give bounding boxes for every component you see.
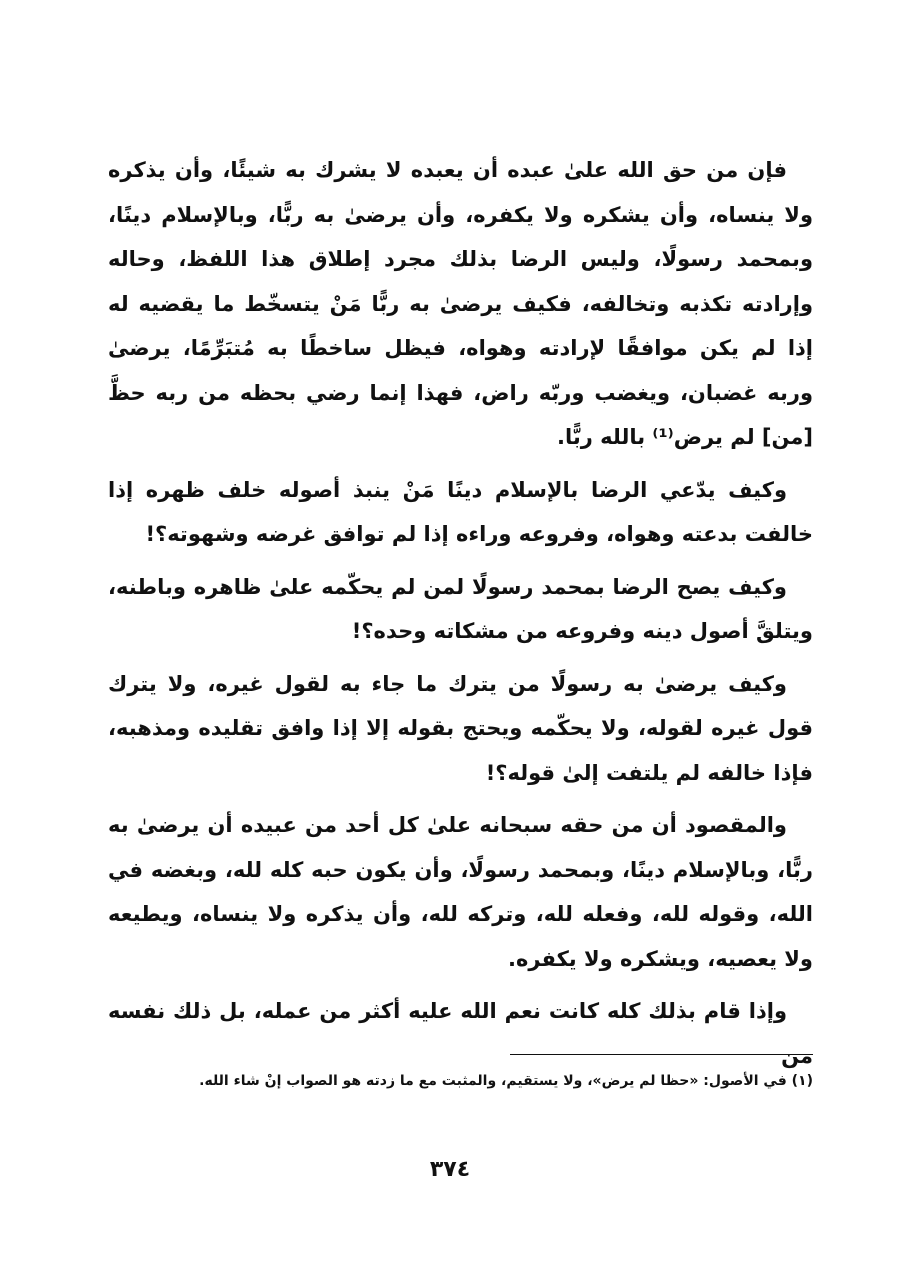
paragraph-4: وكيف يرضىٰ به رسولًا من يترك ما جاء به لقول غيره، ولا يترك قول غيره لقوله، ولا يحكّمه ويحتج بقوله إلا إذا وافق تقليده ومذهبه، فإذا خالفه لم يلتفت إلىٰ قوله؟! (108, 671, 813, 785)
paragraph-6: وإذا قام بذلك كله كانت نعم الله عليه أكثر من عمله، بل ذلك نفسه من (108, 999, 813, 1068)
main-text (108, 148, 813, 1086)
footnote: (١) في الأصول: «حظا لم يرض»، ولا يستقيم، والمثبت مع ما زدته هو الصواب إنْ شاء الله. (199, 1073, 813, 1089)
footnote-divider (510, 1054, 813, 1055)
paragraph-1: فإن من حق الله علىٰ عبده أن يعبده لا يشرك به شيئًا، وأن يذكره ولا ينساه، وأن يشكره ولا يكفره، وأن يرضىٰ به ربًّا، وبالإسلام دينًا، وبمحمد رسولًا، وليس الرضا بذلك مجرد إطلاق هذا اللفظ، وحاله وإرادته تكذبه وتخالفه، فكيف يرضىٰ به ربًّا مَنْ يتسخّط ما يقضيه له إذا لم يكن موافقًا لإرادته وهواه، فيظل ساخطًا به مُتبَرِّمًا، يرضىٰ وربه غضبان، ويغضب وربّه راض، فهذا إنما رضي بحظه من ربه حظَّ [من] لم يرض⁽¹⁾ بالله ربًّا. (108, 158, 813, 449)
paragraph-2: وكيف يدّعي الرضا بالإسلام دينًا مَنْ ينبذ أصوله خلف ظهره إذا خالفت بدعته وهواه، وفروعه وراءه إذا لم توافق غرضه وشهوته؟! (108, 477, 813, 546)
paragraph-3: وكيف يصح الرضا بمحمد رسولًا لمن لم يحكّمه علىٰ ظاهره وباطنه، ويتلقَّ أصول دينه وفروعه من مشكاته وحده؟! (108, 574, 813, 643)
paragraph-5: والمقصود أن من حقه سبحانه علىٰ كل أحد من عبيده أن يرضىٰ به ربًّا، وبالإسلام دينًا، وبمحمد رسولًا، وأن يكون حبه كله لله، وبغضه في الله، وقوله لله، وفعله لله، وتركه لله، وأن يذكره ولا ينساه، ويطيعه ولا يعصيه، ويشكره ولا يكفره. (108, 813, 813, 971)
page-number: ٣٧٤ (429, 1157, 471, 1182)
